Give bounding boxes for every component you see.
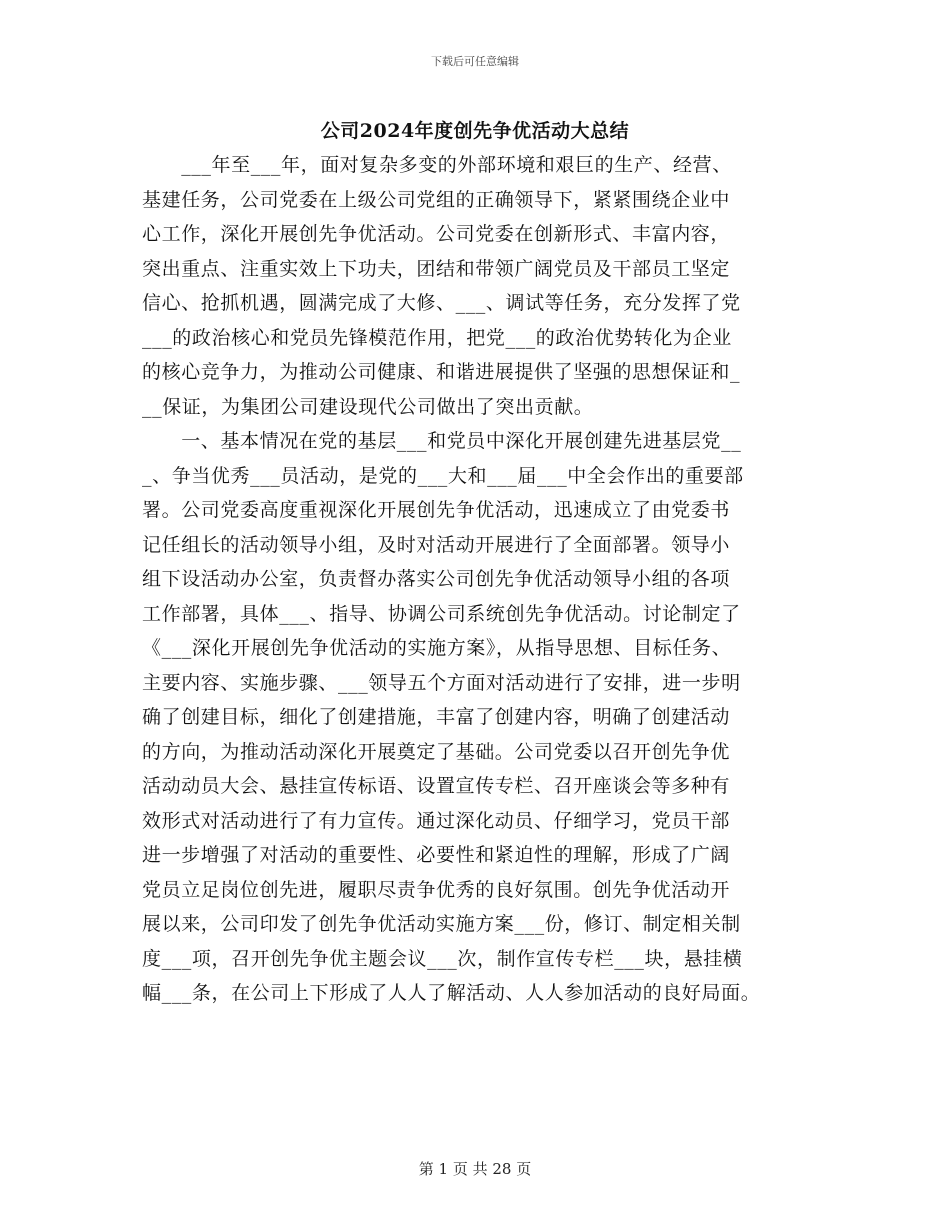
page-header: 下载后可任意编辑 (431, 55, 519, 68)
body-line: __保证，为集团公司建设现代公司做出了突出贡献。 (142, 395, 594, 418)
body-line: 展以来，公司印发了创先争优活动实施方案___份，修订、制定相关制 (142, 913, 741, 935)
body-line: 确了创建目标，细化了创建措施，丰富了创建内容，明确了创建活动 (142, 706, 731, 728)
body-line: 度___项，召开创先争优主题会议___次，制作宣传专栏___块，悬挂横 (142, 947, 743, 970)
body-line: 心工作，深化开展创先争优活动。公司党委在创新形式、丰富内容， (142, 223, 731, 245)
body-line: 基建任务，公司党委在上级公司党组的正确领导下，紧紧围绕企业中 (142, 188, 731, 211)
page-footer: 第 1 页 共 28 页 (418, 1160, 532, 1178)
body-line: _、争当优秀___员活动，是党的___大和___届___中全会作出的重要部 (142, 464, 744, 487)
body-line: 的核心竞争力，为推动公司健康、和谐进展提供了坚强的思想保证和_ (142, 361, 741, 383)
body-line: 进一步增强了对活动的重要性、必要性和紧迫性的理解，形成了广阔 (142, 844, 731, 866)
body-line: 记任组长的活动领导小组，及时对活动开展进行了全面部署。领导小 (142, 533, 731, 556)
body-line: 信心、抢抓机遇，圆满完成了大修、___、调试等任务，充分发挥了党 (142, 292, 741, 314)
body-line: 主要内容、实施步骤、___领导五个方面对活动进行了安排，进一步明 (142, 671, 741, 694)
body-line: 活动动员大会、悬挂宣传标语、设置宣传专栏、召开座谈会等多种有 (142, 775, 731, 797)
document-body (142, 148, 810, 1011)
body-line: ___年至___年，面对复杂多变的外部环境和艰巨的生产、经营、 (142, 154, 732, 176)
body-line: 《___深化开展创先争优活动的实施方案》，从指导思想、目标任务、 (142, 637, 732, 659)
body-line: 效形式对活动进行了有力宣传。通过深化动员、仔细学习，党员干部 (142, 809, 731, 832)
body-line: 署。公司党委高度重视深化开展创先争优活动，迅速成立了由党委书 (142, 499, 731, 521)
body-line: 幅___条，在公司上下形成了人人了解活动、人人参加活动的良好局面。 (142, 982, 761, 1004)
body-line: ___的政治核心和党员先锋模范作用，把党___的政治优势转化为企业 (142, 326, 732, 349)
body-line: 突出重点、注重实效上下功夫，团结和带领广阔党员及干部员工坚定 (142, 257, 731, 280)
body-line: 的方向，为推动活动深化开展奠定了基础。公司党委以召开创先争优 (142, 740, 731, 763)
body-line: 组下设活动办公室，负责督办落实公司创先争优活动领导小组的各项 (142, 568, 731, 590)
body-line: 工作部署，具体___、指导、协调公司系统创先争优活动。讨论制定了 (142, 602, 741, 625)
body-line: 党员立足岗位创先进，履职尽责争优秀的良好氛围。创先争优活动开 (142, 878, 731, 901)
body-line: 一、基本情况在党的基层___和党员中深化开展创建先进基层党__ (142, 430, 742, 452)
document-title: 公司2024年度创先争优活动大总结 (320, 120, 630, 142)
